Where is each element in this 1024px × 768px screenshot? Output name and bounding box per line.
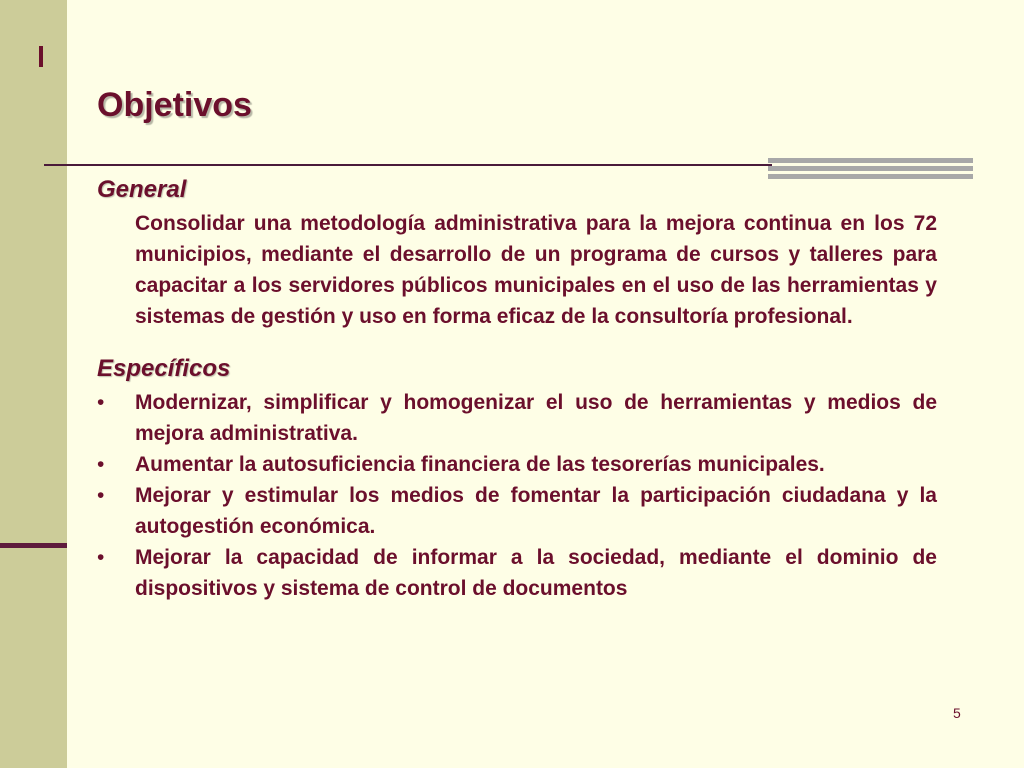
list-item	[97, 449, 937, 480]
list-item	[97, 542, 937, 604]
stripe-top	[768, 158, 973, 163]
bullet-icon: •	[97, 484, 105, 507]
title-divider	[44, 164, 772, 166]
general-text: Consolidar una metodología administrativa para la mejora continua en los 72 municipios, mediante el desarrollo de un programa de cursos y talleres para capacitar a los servidores públicos municipales en el uso de las herramientas y sistemas de gestión y uso en forma eficaz de la consultoría profesional.	[135, 212, 937, 328]
stripe-middle	[768, 166, 973, 171]
slide-title: Objetivos	[97, 86, 252, 124]
bullet-icon: •	[97, 453, 105, 476]
bullet-icon: •	[97, 391, 105, 414]
especificos-heading: Específicos	[97, 355, 231, 382]
list-item-text: Modernizar, simplificar y homogenizar el uso de herramientas y medios de mejora administrativa.	[135, 391, 937, 445]
list-item	[97, 480, 937, 542]
list-item-text: Mejorar la capacidad de informar a la sociedad, mediante el dominio de dispositivos y sistema de control de documentos	[135, 546, 937, 600]
section-marker	[39, 46, 43, 67]
sidebar-accent-bar	[0, 543, 67, 548]
slide-content	[97, 172, 937, 604]
list-item-text: Aumentar la autosuficiencia financiera de las tesorerías municipales.	[135, 453, 825, 476]
section-spacer	[97, 332, 937, 351]
general-heading: General	[97, 176, 187, 203]
bullet-icon: •	[97, 546, 105, 569]
list-item	[97, 387, 937, 449]
list-item-text: Mejorar y estimular los medios de fomentar la participación ciudadana y la autogestión económica.	[135, 484, 937, 538]
left-sidebar	[0, 0, 67, 768]
page-number: 5	[953, 705, 961, 721]
especificos-list	[97, 387, 937, 604]
